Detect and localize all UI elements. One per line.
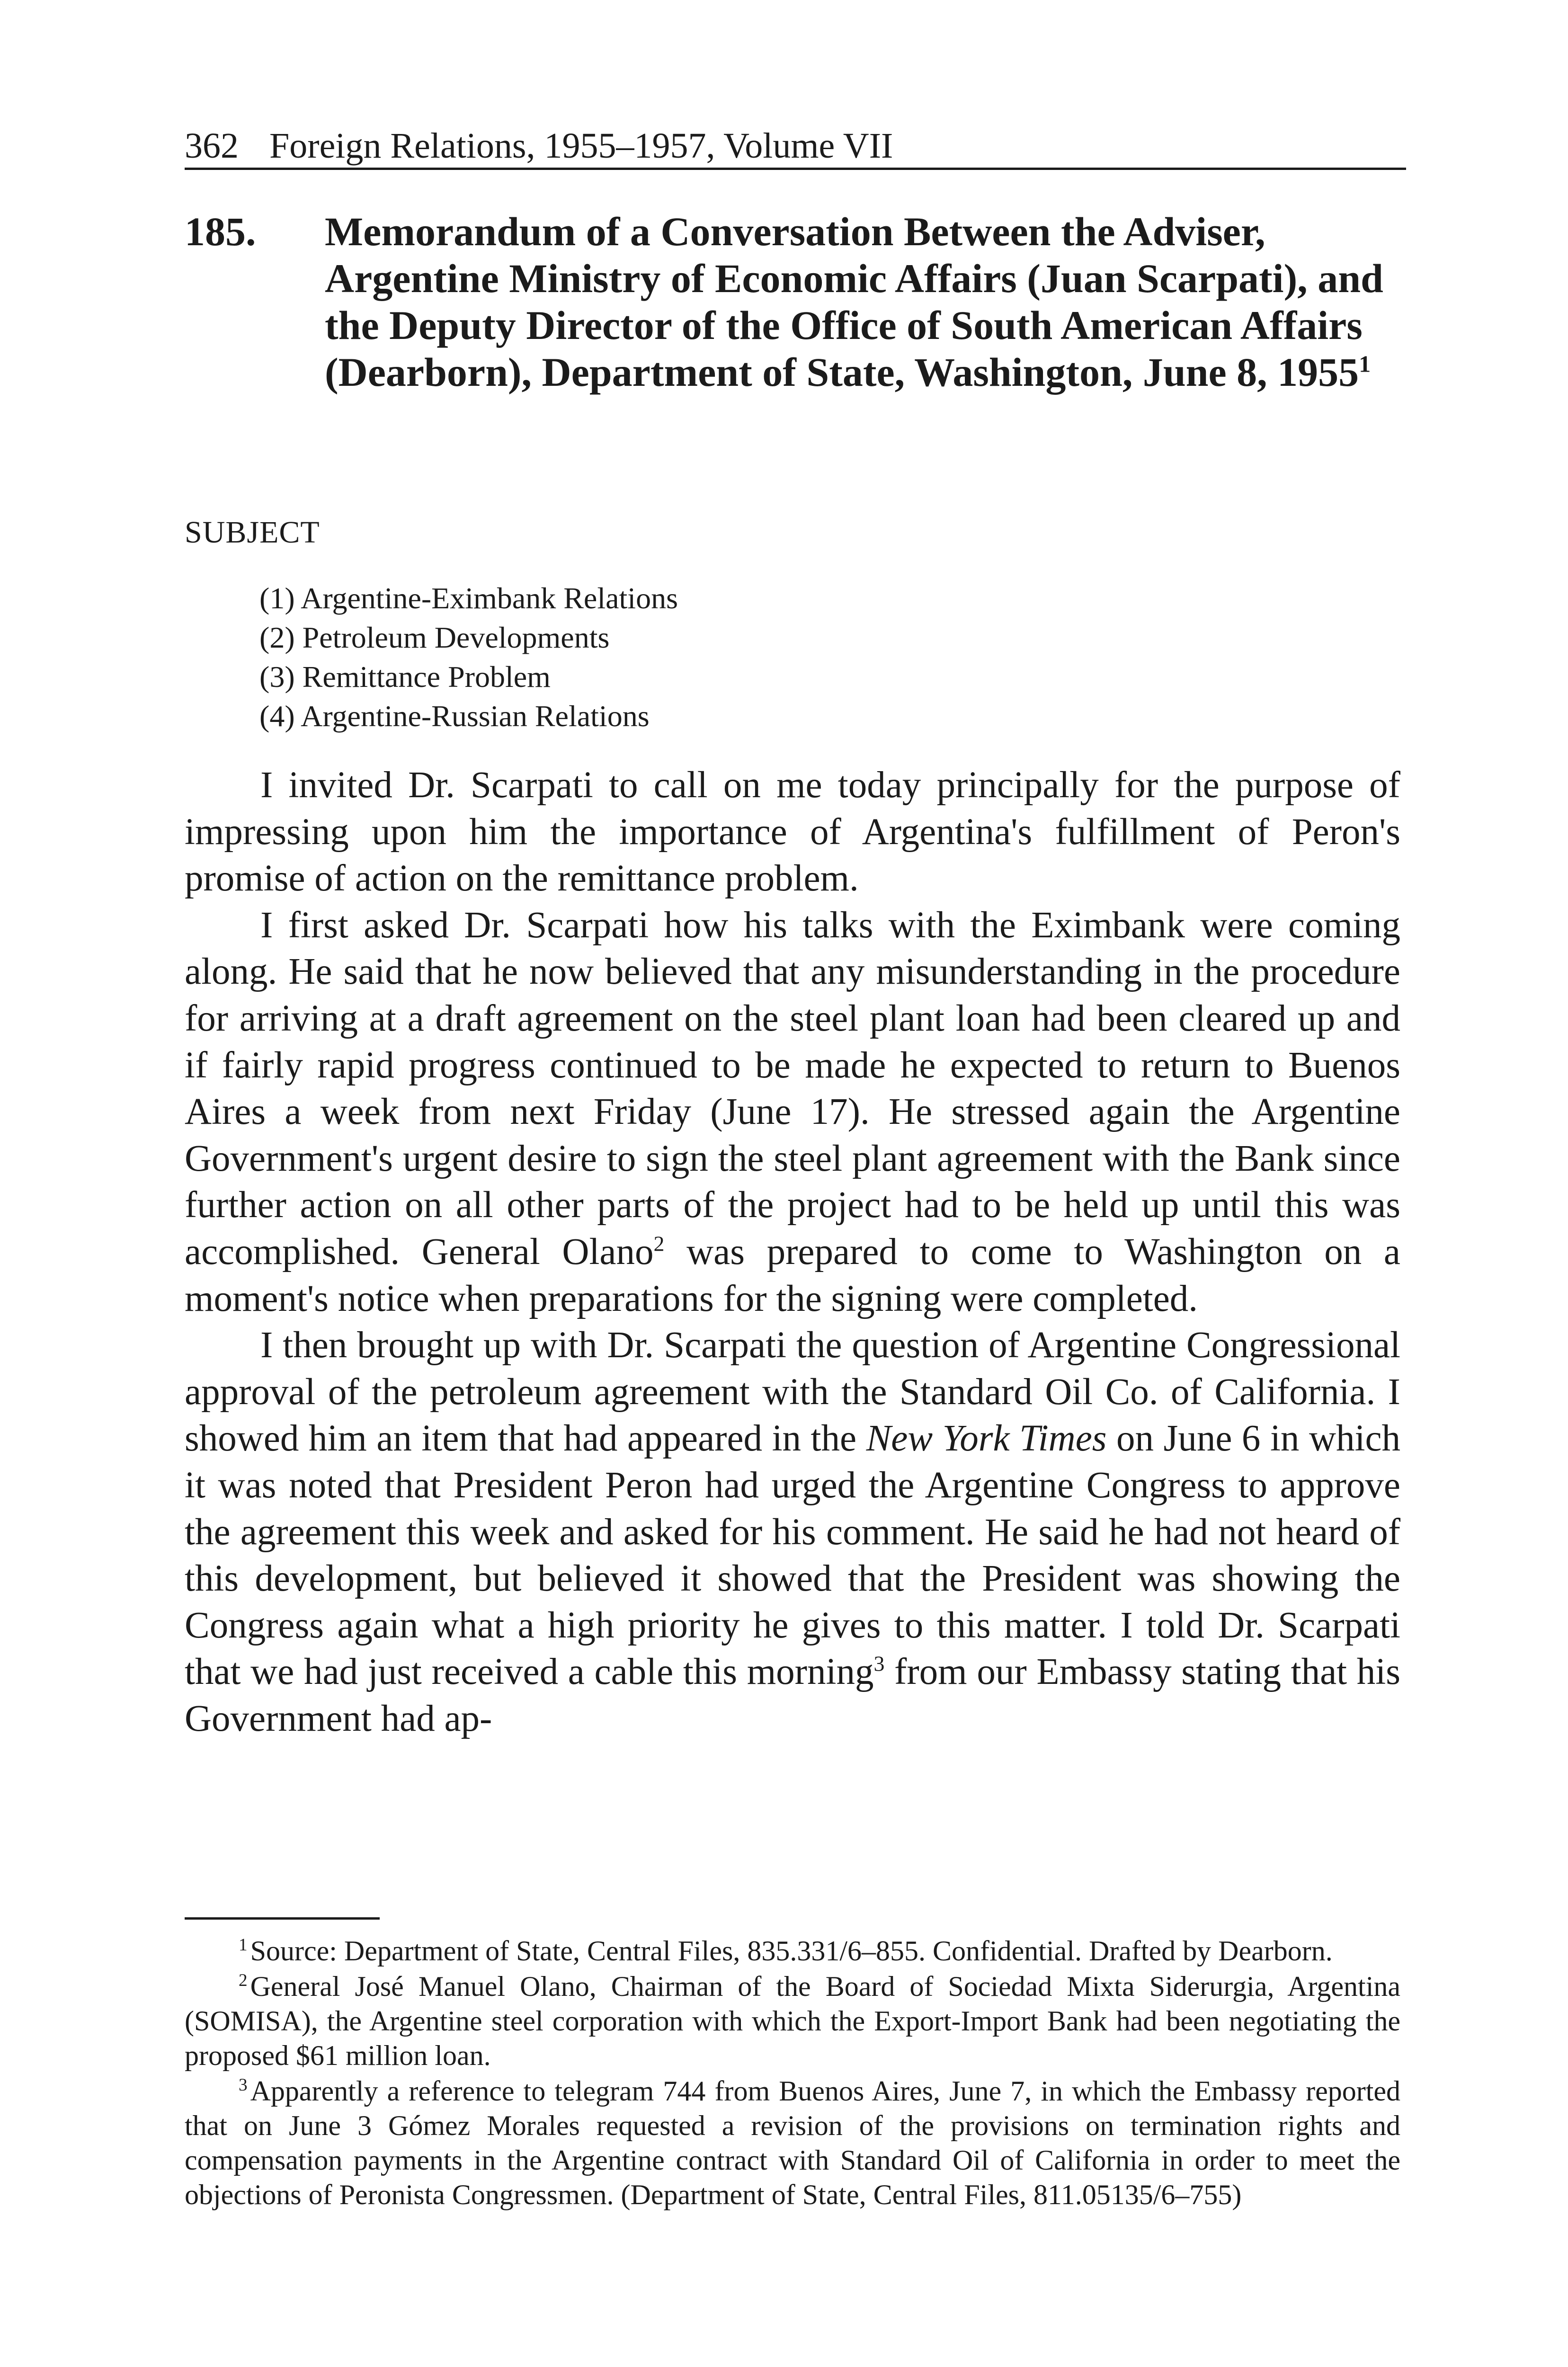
subject-list — [259, 578, 678, 736]
paragraph-3-text-a: I then brought up with Dr. Scarpati the question of Argentine Congressional approval of the petroleum agreement with the Standard Oil Co. of California. I showed him an item that had appeared in the — [185, 1325, 1400, 1459]
series-title: Foreign Relations, 1955–1957, Volume VII — [269, 126, 893, 166]
footnote-mark: 3 — [239, 2075, 248, 2095]
paragraph-2-text-a: I first asked Dr. Scarpati how his talks with the Eximbank were coming along. He said that he now believed that any misunderstanding in the procedure for arriving at a draft agreement on the steel plant loan had been cleared up and if fairly rapid progress continued to be made he expected to return to Buenos Aires a week from next Friday (June 17). He stressed again the Argentine Government's urgent desire to sign the steel plant agreement with the Bank since further action on all other parts of the project had to be held up until this was accomplished. General Olano — [185, 904, 1400, 1272]
footnote-3 — [185, 2074, 1400, 2212]
subject-item: (4) Argentine-Russian Relations — [259, 699, 650, 733]
footnote-ref-2: 2 — [653, 1231, 665, 1256]
subject-item: (3) Remittance Problem — [259, 660, 551, 694]
paragraph-1: I invited Dr. Scarpati to call on me today principally for the purpose of impressing upon him the importance of Argentina's fulfillment of Peron's promise of action on the remittance problem. — [185, 765, 1400, 899]
footnote-ref-3: 3 — [873, 1651, 885, 1676]
footnote-1 — [185, 1934, 1400, 1968]
footnote-2 — [185, 1969, 1400, 2073]
memorandum-body — [185, 762, 1400, 1742]
document-number: 185. — [185, 209, 256, 254]
footnotes — [185, 1934, 1400, 2213]
footnote-ref-1: 1 — [1359, 351, 1371, 377]
footnote-text: Source: Department of State, Central Files, 835.331/6–855. Confidential. Drafted by Dearborn. — [250, 1935, 1333, 1967]
subject-item: (2) Petroleum Developments — [259, 621, 610, 654]
footnote-divider — [185, 1917, 380, 1920]
footnote-mark: 1 — [239, 1935, 248, 1955]
running-head — [185, 124, 1406, 170]
footnote-mark: 2 — [239, 1971, 248, 1990]
newspaper-title: New York Times — [866, 1418, 1107, 1459]
paragraph-3 — [185, 1322, 1400, 1742]
paragraph-2-text-b: was prepared to come to Washington on a moment's notice when preparations for the signing were completed. — [185, 1231, 1400, 1319]
subject-label: SUBJECT — [185, 515, 320, 550]
document-title-text: Memorandum of a Conversation Between the Adviser, Argentine Ministry of Economic Affairs (Juan Scarpati), and the Deputy Director of the Office of South American Affairs (Dearborn), Department of State, Washington, June 8, 1955 — [325, 209, 1383, 395]
paragraph-3-text-b: on June 6 in which it was noted that President Peron had urged the Argentine Congress to approve the agreement this week and asked for his comment. He said he had not heard of this development, but believed it showed that the President was showing the Congress again what a high priority he gives to this matter. I told Dr. Scarpati that we had just received a cable this morning — [185, 1418, 1401, 1693]
page-number: 362 — [185, 126, 239, 166]
paragraph-3-text-c: from our Embassy stating that his Government had ap- — [185, 1651, 1400, 1739]
footnote-text: Apparently a reference to telegram 744 from Buenos Aires, June 7, in which the Embassy reported that on June 3 Gómez Morales requested a revision of the provisions on termination rights and compensation payments in the Argentine contract with Standard Oil of California in order to meet the objections of Peronista Congressmen. (Department of State, Central Files, 811.05135/6–755) — [185, 2075, 1400, 2210]
subject-item: (1) Argentine-Eximbank Relations — [259, 581, 678, 615]
footnote-text: General José Manuel Olano, Chairman of the Board of Sociedad Mixta Siderurgia, Argentina (SOMISA), the Argentine steel corporation with which the Export-Import Bank had been negotiating the proposed $61 million loan. — [185, 1971, 1400, 2071]
paragraph-2 — [185, 902, 1400, 1322]
document-title — [325, 208, 1414, 396]
